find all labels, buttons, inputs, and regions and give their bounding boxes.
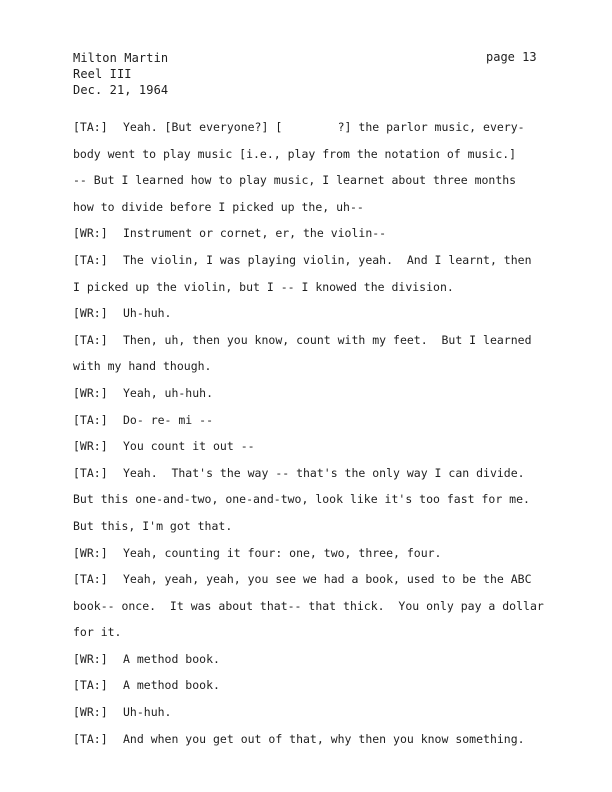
speaker-label: [TA:] bbox=[73, 252, 108, 267]
speaker-label: [WR:] bbox=[73, 385, 108, 400]
speaker-label: [WR:] bbox=[73, 226, 108, 241]
transcript-line bbox=[73, 651, 573, 678]
transcript-body bbox=[73, 119, 573, 757]
speaker-label: [TA:] bbox=[73, 465, 108, 480]
line-text: Yeah. That's the way -- that's the only way I can divide. bbox=[123, 465, 525, 480]
speaker-label: [TA:] bbox=[73, 572, 108, 587]
transcript-line bbox=[73, 225, 573, 252]
speaker-label: [WR:] bbox=[73, 651, 108, 666]
transcript-line bbox=[73, 305, 573, 332]
line-text: how to divide before I picked up the, uh-- bbox=[73, 199, 364, 214]
line-text: Instrument or cornet, er, the violin-- bbox=[123, 226, 387, 241]
speaker-label: [TA:] bbox=[73, 120, 108, 134]
line-text: Yeah, yeah, yeah, you see we had a book, used to be the ABC bbox=[123, 572, 532, 587]
reel-label: Reel III bbox=[73, 67, 132, 81]
line-text: A method book. bbox=[123, 651, 220, 666]
transcript-line bbox=[73, 332, 573, 359]
line-text: body went to play music [i.e., play from the notation of music.] bbox=[73, 146, 517, 161]
line-text: You count it out -- bbox=[123, 439, 255, 454]
transcript-line bbox=[73, 677, 573, 704]
transcript-line bbox=[73, 704, 573, 731]
line-text: Yeah, counting it four: one, two, three, four. bbox=[123, 545, 442, 560]
line-text: -- But I learned how to play music, I learnet about three months bbox=[73, 173, 517, 188]
line-text: I picked up the violin, but I -- I knowed the division. bbox=[73, 279, 454, 294]
transcript-line bbox=[73, 438, 573, 465]
transcript-line bbox=[73, 172, 573, 199]
transcript-line bbox=[73, 465, 573, 492]
line-text: The violin, I was playing violin, yeah. And I learnt, then bbox=[123, 252, 532, 267]
speaker-label: [WR:] bbox=[73, 705, 108, 720]
page-header bbox=[73, 50, 168, 98]
speaker-label: [WR:] bbox=[73, 306, 108, 321]
speaker-label: [TA:] bbox=[73, 678, 108, 693]
transcript-line bbox=[73, 385, 573, 412]
page-number: page 13 bbox=[486, 50, 537, 64]
line-text: Do- re- mi -- bbox=[123, 412, 214, 427]
transcript-line bbox=[73, 119, 573, 146]
speaker-label: [WR:] bbox=[73, 439, 108, 454]
transcript-line bbox=[73, 491, 573, 518]
speaker-label: [TA:] bbox=[73, 412, 108, 427]
transcript-line bbox=[73, 412, 573, 439]
transcript-line bbox=[73, 598, 573, 625]
line-text: Yeah, uh-huh. bbox=[123, 385, 214, 400]
line-text: Uh-huh. bbox=[123, 705, 172, 720]
line-text: book-- once. It was about that-- that thick. You only pay a dollar bbox=[73, 598, 544, 613]
transcript-line bbox=[73, 571, 573, 598]
line-text: Yeah. [But everyone?] [ ?] the parlor music, every- bbox=[123, 120, 525, 134]
speaker-label: [WR:] bbox=[73, 545, 108, 560]
interviewee-name: Milton Martin bbox=[73, 51, 169, 65]
line-text: Uh-huh. bbox=[123, 306, 172, 321]
transcript-line bbox=[73, 518, 573, 545]
transcript-line bbox=[73, 731, 573, 758]
interview-date: Dec. 21, 1964 bbox=[73, 83, 169, 97]
transcript-line bbox=[73, 199, 573, 226]
line-text: And when you get out of that, why then you know something. bbox=[123, 731, 525, 746]
transcript-line bbox=[73, 146, 573, 173]
line-text: A method book. bbox=[123, 678, 220, 693]
transcript-line bbox=[73, 252, 573, 279]
line-text: for it. bbox=[73, 625, 122, 640]
transcript-line bbox=[73, 279, 573, 306]
line-text: But this one-and-two, one-and-two, look like it's too fast for me. bbox=[73, 492, 530, 507]
transcript-line bbox=[73, 358, 573, 385]
line-text: Then, uh, then you know, count with my feet. But I learned bbox=[123, 332, 532, 347]
line-text: with my hand though. bbox=[73, 359, 212, 374]
transcript-line bbox=[73, 624, 573, 651]
transcript-line bbox=[73, 545, 573, 572]
speaker-label: [TA:] bbox=[73, 332, 108, 347]
line-text: But this, I'm got that. bbox=[73, 518, 233, 533]
speaker-label: [TA:] bbox=[73, 731, 108, 746]
